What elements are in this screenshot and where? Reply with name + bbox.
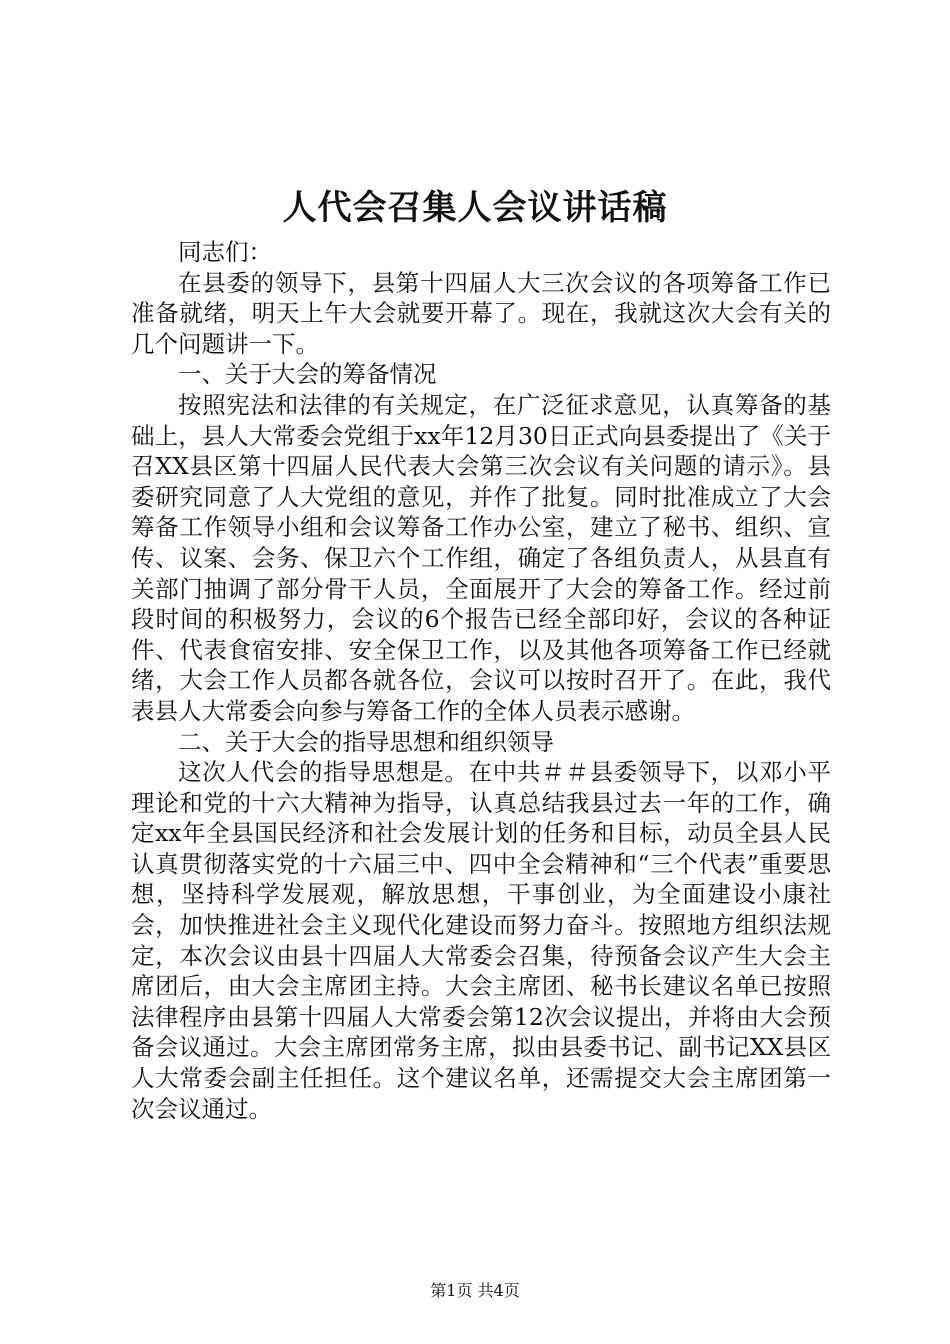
section-heading-1: 一、关于大会的筹备情况 <box>178 360 437 389</box>
paragraph-preparation: 按照宪法和法律的有关规定，在广泛征求意见，认真筹备的基础上，县人大常委会党组于xx年12月30日正式向县委提出了《关于召XX县区第十四届人民代表大会第三次会议有关问题的请示》。县委研究同意了人大党组的意见，并作了批复。同时批准成立了大会筹备工作领导小组和会议筹备工作办公室，建立了秘书、组织、宣传、议案、会务、保卫六个工作组，确定了各组负责人，从县直有关部门抽调了部分骨干人员，全面展开了大会的筹备工作。经过前段时间的积极努力，会议的6个报告已经全部印好，会议的各种证件、代表食宿安排、安全保卫工作，以及其他各项筹备工作已经就绪，大会工作人员都各就各位，会议可以按时召开了。在此，我代表县人大常委会向参与筹备工作的全体人员表示感谢。 <box>131 390 831 725</box>
paragraph-intro: 在县委的领导下，县第十四届人大三次会议的各项筹备工作已准备就绪，明天上午大会就要开幕了。现在，我就这次大会有关的几个问题讲一下。 <box>131 268 831 358</box>
page-number-footer: 第1页 共4页 <box>430 1281 520 1300</box>
document-title: 人代会召集人会议讲话稿 <box>282 188 668 228</box>
paragraph-guiding-ideology: 这次人代会的指导思想是。在中共＃＃县委领导下，以邓小平理论和党的十六大精神为指导，认真总结我县过去一年的工作，确定xx年全县国民经济和社会发展计划的任务和目标，动员全县人民认真贯彻落实党的十六届三中、四中全会精神和“三个代表”重要思想，坚持科学发展观，解放思想，干事创业，为全面建设小康社会，加快推进社会主义现代化建设而努力奋斗。按照地方组织法规定，本次会议由县十四届人大常委会召集，待预备会议产生大会主席团后，由大会主席团主持。大会主席团、秘书长建议名单已按照法律程序由县第十四届人大常委会第12次会议提出，并将由大会预备会议通过。大会主席团常务主席，拟由县委书记、副书记XX县区人大常委会副主任担任。这个建议名单，还需提交大会主席团第一次会议通过。 <box>131 758 831 1123</box>
section-heading-2: 二、关于大会的指导思想和组织领导 <box>178 727 554 756</box>
document-body <box>131 237 831 1124</box>
salutation: 同志们： <box>178 238 272 266</box>
